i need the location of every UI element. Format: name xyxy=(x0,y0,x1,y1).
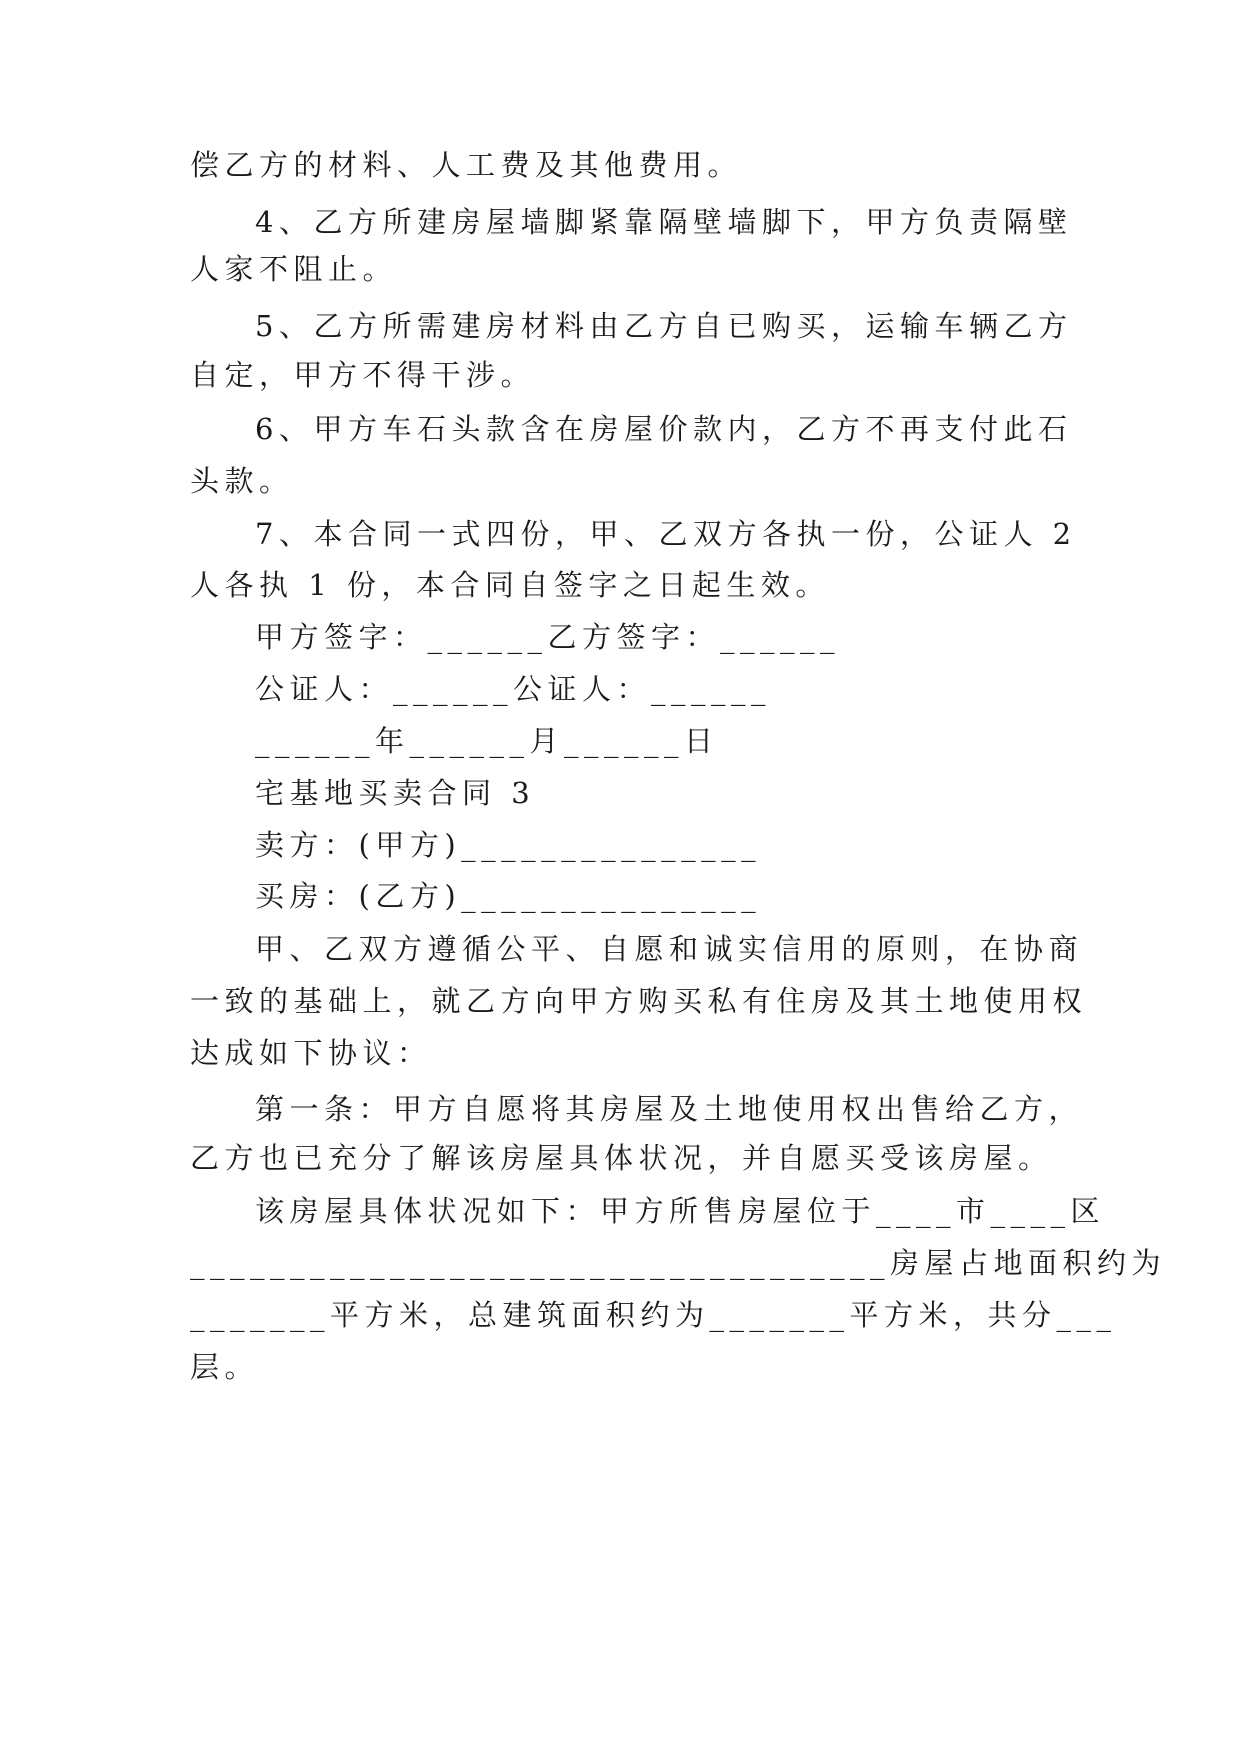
text-line: 7、本合同一式四份，甲、乙双方各执一份，公证人 2 xyxy=(255,517,1077,551)
text-line: ___________________________________房屋占地面积约为 xyxy=(190,1246,1167,1280)
notary-line: 公证人：______公证人：______ xyxy=(255,672,772,706)
text-line: 5、乙方所需建房材料由乙方自已购买，运输车辆乙方 xyxy=(255,309,1073,343)
text-line: 该房屋具体状况如下：甲方所售房屋位于____市____区 xyxy=(255,1194,1106,1228)
section-title: 宅基地买卖合同 3 xyxy=(255,776,536,810)
text-line: 人家不阻止。 xyxy=(190,252,398,286)
text-line: 自定，甲方不得干涉。 xyxy=(190,358,536,392)
text-line: 乙方也已充分了解该房屋具体状况，并自愿买受该房屋。 xyxy=(190,1141,1053,1175)
signature-line: 甲方签字：______乙方签字：______ xyxy=(255,620,841,654)
text-line: 达成如下协议： xyxy=(190,1036,432,1070)
buyer-line: 买房：(乙方)_______________ xyxy=(255,879,762,913)
text-line: 层。 xyxy=(190,1350,260,1384)
text-line: 人各执 1 份，本合同自签字之日起生效。 xyxy=(190,568,830,602)
date-line: ______年______月______日 xyxy=(255,724,719,758)
text-line: 6、甲方车石头款含在房屋价款内，乙方不再支付此石 xyxy=(255,412,1073,446)
text-line: _______平方米，总建筑面积约为_______平方米，共分___ xyxy=(190,1298,1117,1332)
text-line: 4、乙方所建房屋墙脚紧靠隔壁墙脚下，甲方负责隔壁 xyxy=(255,205,1073,239)
text-line: 偿乙方的材料、人工费及其他费用。 xyxy=(190,148,743,182)
seller-line: 卖方：(甲方)_______________ xyxy=(255,828,762,862)
text-line: 甲、乙双方遵循公平、自愿和诚实信用的原则，在协商 xyxy=(255,932,1084,966)
text-line: 头款。 xyxy=(190,464,294,498)
text-line: 第一条：甲方自愿将其房屋及土地使用权出售给乙方， xyxy=(255,1092,1084,1126)
text-line: 一致的基础上，就乙方向甲方购买私有住房及其土地使用权 xyxy=(190,984,1088,1018)
